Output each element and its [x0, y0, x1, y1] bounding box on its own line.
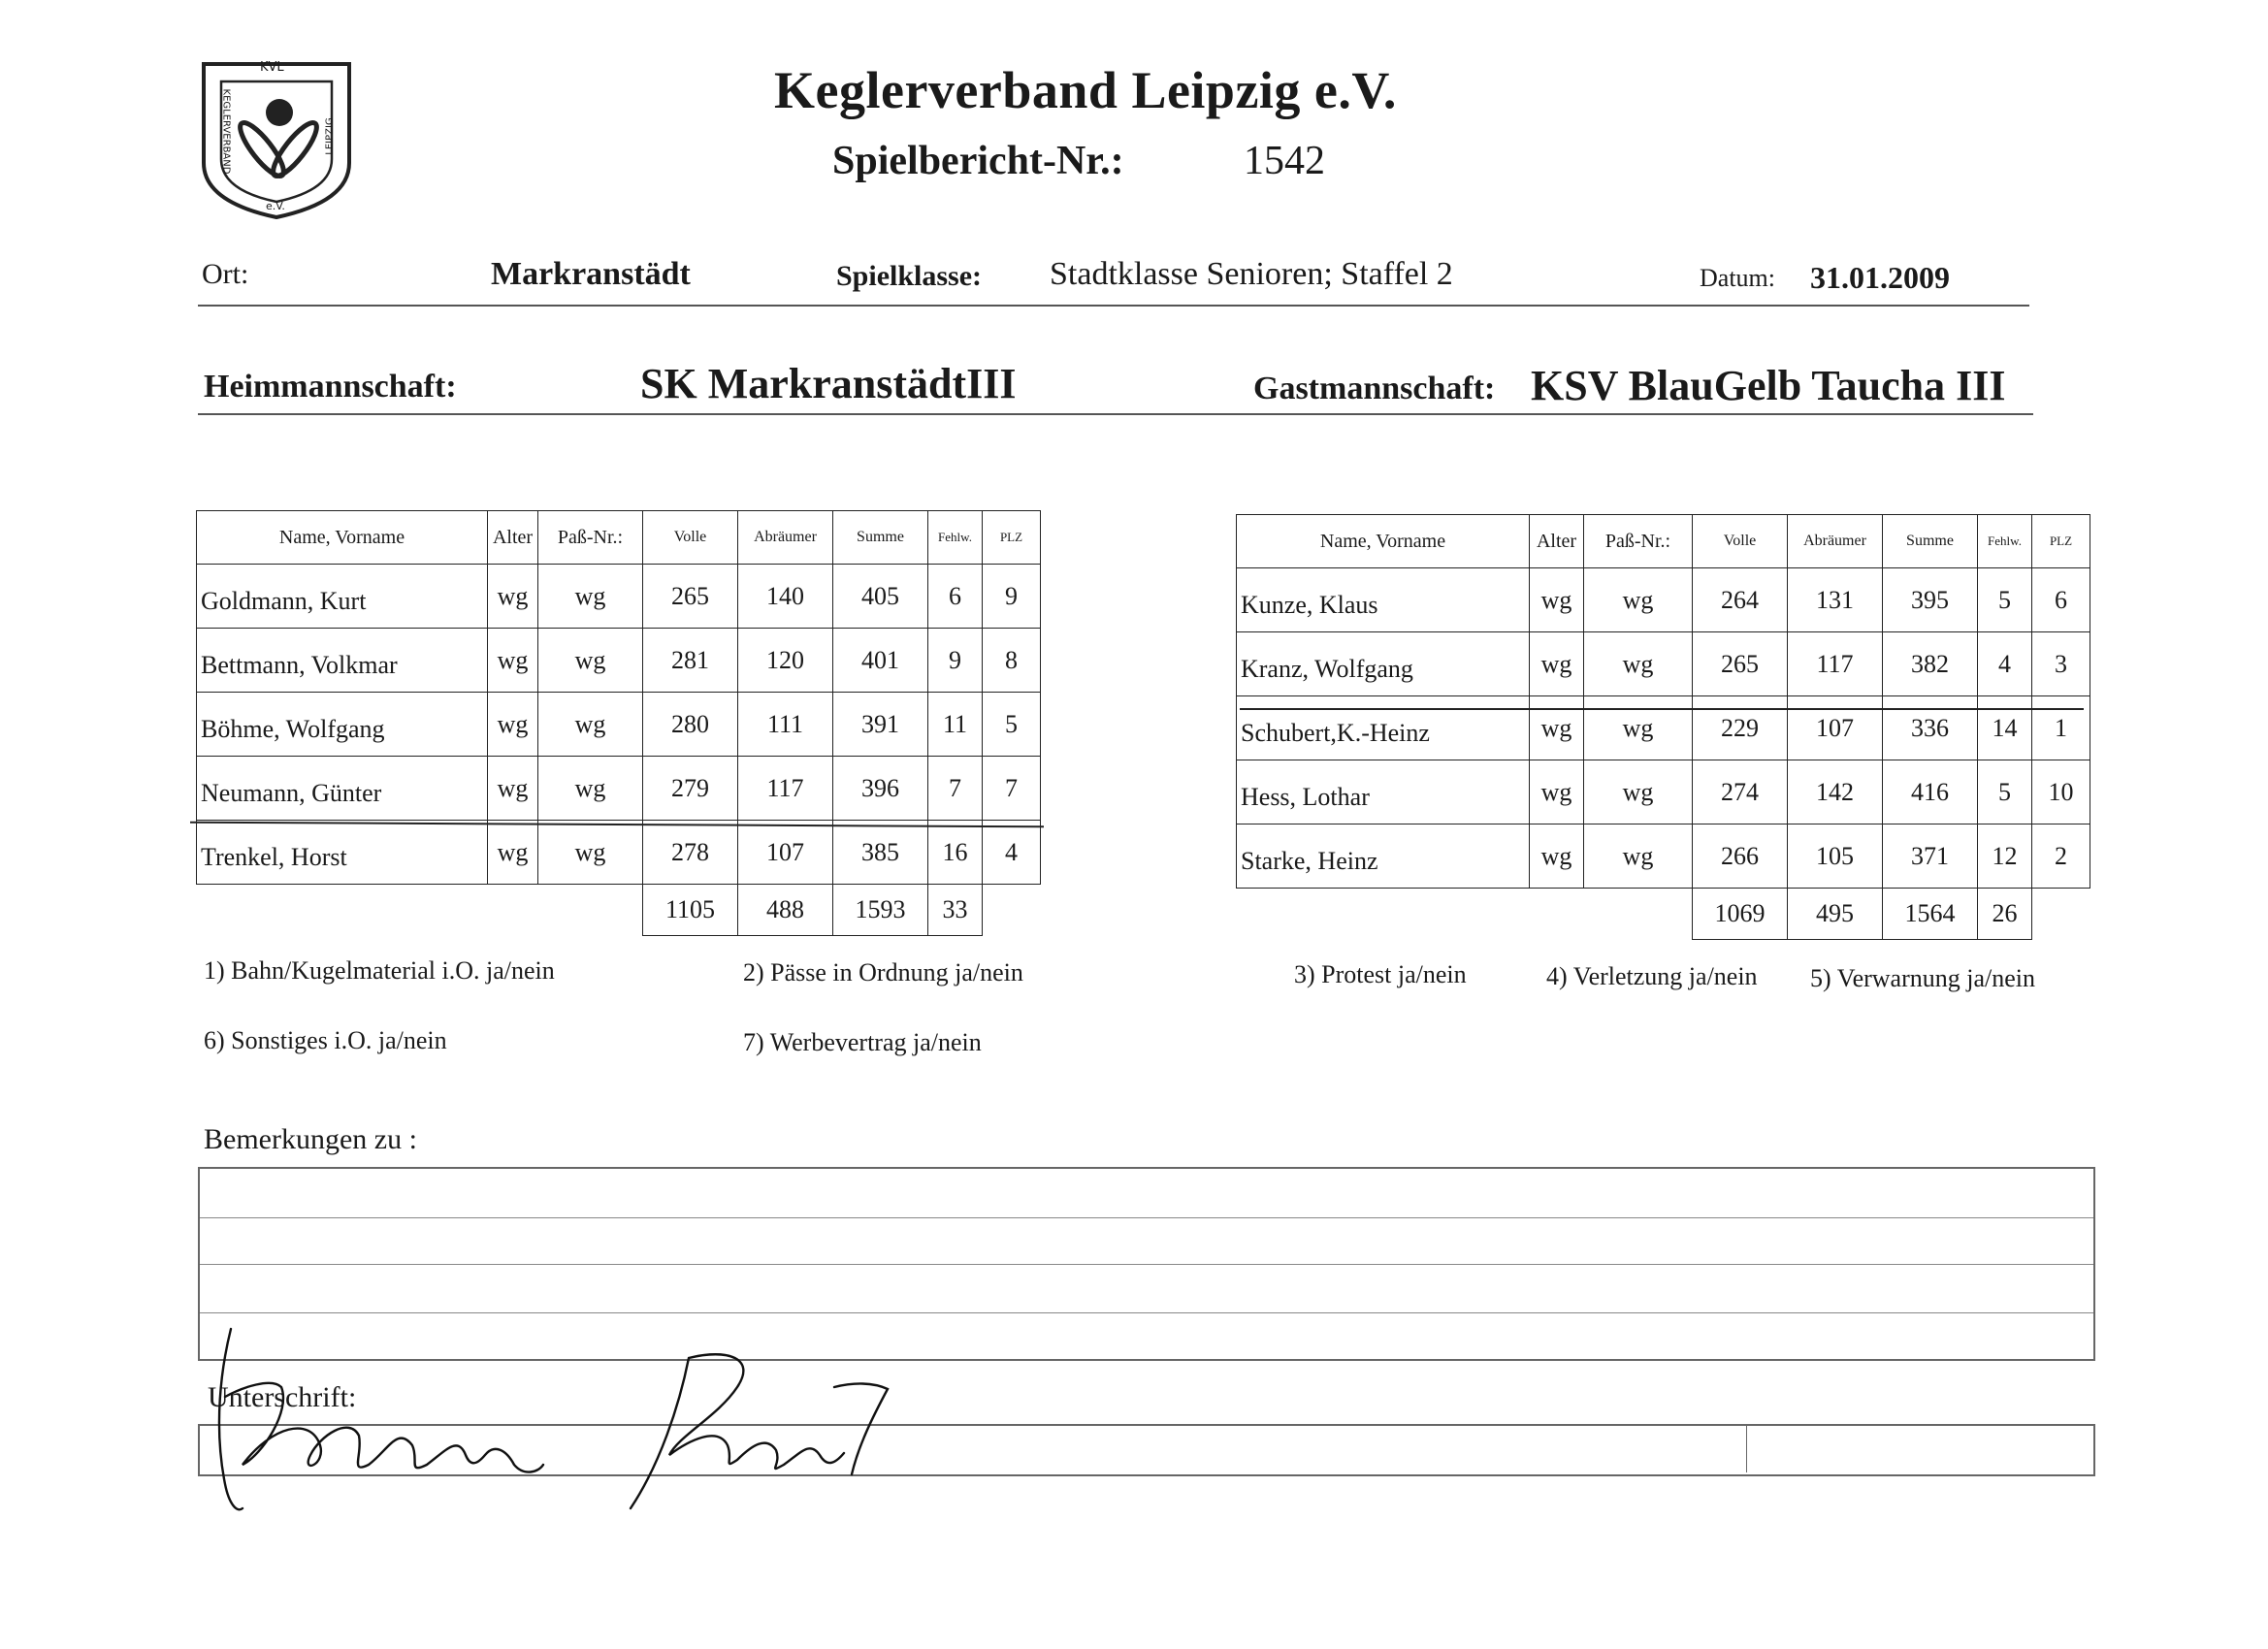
- datum-value: 31.01.2009: [1810, 260, 1950, 295]
- col-abraeumer-header: Abräumer: [738, 511, 833, 565]
- guest-strike-line: [1240, 708, 2084, 710]
- player-summe: 396: [833, 757, 928, 821]
- player-pass: wg: [538, 629, 643, 693]
- handwritten-signature-2: [611, 1329, 902, 1523]
- player-volle: 264: [1693, 568, 1788, 632]
- player-alter: wg: [1530, 760, 1584, 824]
- total-summe: 1593: [833, 885, 928, 936]
- player-fehlw: 6: [928, 565, 983, 629]
- document-title: Keglerverband Leipzig e.V.: [774, 61, 1397, 119]
- logo-text-left: KEGLERVERBAND: [220, 88, 232, 175]
- blank-cell: [983, 885, 1041, 936]
- blank-cell: [538, 885, 643, 936]
- player-alter: wg: [488, 565, 538, 629]
- col-fehlw-header: Fehlw.: [1978, 515, 2032, 568]
- col-summe-header: Summe: [833, 511, 928, 565]
- home-player-row: [197, 629, 1041, 693]
- check-item-1: 1) Bahn/Kugelmaterial i.O. ja/nein: [204, 956, 555, 985]
- home-team-label: Heimmannschaft:: [204, 369, 457, 404]
- col-alter-header: Alter: [1530, 515, 1584, 568]
- check-item-3: 3) Protest ja/nein: [1294, 960, 1467, 988]
- player-pass: wg: [1584, 632, 1693, 696]
- player-name: Schubert,K.-Heinz: [1237, 696, 1530, 760]
- player-abraeumer: 140: [738, 565, 833, 629]
- player-name: Kranz, Wolfgang: [1237, 632, 1530, 696]
- player-pass: wg: [1584, 760, 1693, 824]
- guest-totals-row: [1237, 889, 2090, 940]
- player-fehlw: 5: [1978, 568, 2032, 632]
- signature-divider: [1746, 1426, 1747, 1472]
- player-plz: 9: [983, 565, 1041, 629]
- check-item-4: 4) Verletzung ja/nein: [1546, 962, 1758, 990]
- col-name-header: Name, Vorname: [197, 511, 488, 565]
- player-plz: 7: [983, 757, 1041, 821]
- blank-cell: [1237, 889, 1530, 940]
- player-name: Neumann, Günter: [197, 757, 488, 821]
- handwritten-signature-1: [204, 1319, 553, 1523]
- col-plz-header: PLZ: [2032, 515, 2090, 568]
- player-abraeumer: 107: [1788, 696, 1883, 760]
- check-item-5: 5) Verwarnung ja/nein: [1810, 964, 2036, 992]
- blank-cell: [1584, 889, 1693, 940]
- remarks-line: [200, 1217, 2093, 1218]
- player-name: Goldmann, Kurt: [197, 565, 488, 629]
- player-volle: 266: [1693, 824, 1788, 889]
- check-item-7: 7) Werbevertrag ja/nein: [743, 1028, 982, 1056]
- home-player-row: [197, 693, 1041, 757]
- player-alter: wg: [488, 629, 538, 693]
- player-summe: 385: [833, 821, 928, 885]
- remarks-line: [200, 1312, 2093, 1313]
- player-plz: 10: [2032, 760, 2090, 824]
- total-abraeumer: 488: [738, 885, 833, 936]
- ort-value: Markranstädt: [491, 256, 691, 292]
- player-plz: 5: [983, 693, 1041, 757]
- player-fehlw: 4: [1978, 632, 2032, 696]
- player-summe: 371: [1883, 824, 1978, 889]
- player-name: Böhme, Wolfgang: [197, 693, 488, 757]
- total-abraeumer: 495: [1788, 889, 1883, 940]
- home-header-row: [197, 511, 1041, 565]
- player-volle: 278: [643, 821, 738, 885]
- total-fehlw: 26: [1978, 889, 2032, 940]
- remarks-label: Bemerkungen zu :: [204, 1123, 417, 1155]
- player-alter: wg: [1530, 824, 1584, 889]
- col-volle-header: Volle: [1693, 515, 1788, 568]
- player-fehlw: 16: [928, 821, 983, 885]
- col-alter-header: Alter: [488, 511, 538, 565]
- guest-header-row: [1237, 515, 2090, 568]
- player-alter: wg: [488, 821, 538, 885]
- teams-underline: [198, 413, 2033, 415]
- player-fehlw: 5: [1978, 760, 2032, 824]
- col-fehlw-header: Fehlw.: [928, 511, 983, 565]
- guest-team-label: Gastmannschaft:: [1253, 371, 1496, 406]
- home-team-value: SK MarkranstädtIII: [640, 360, 1017, 407]
- remarks-line: [200, 1264, 2093, 1265]
- logo-text-bottom: e.V.: [266, 200, 285, 212]
- guest-team-value: KSV BlauGelb Taucha III: [1531, 362, 2006, 409]
- player-volle: 265: [643, 565, 738, 629]
- meta-underline: [198, 305, 2029, 307]
- player-fehlw: 12: [1978, 824, 2032, 889]
- player-abraeumer: 142: [1788, 760, 1883, 824]
- player-volle: 265: [1693, 632, 1788, 696]
- player-fehlw: 7: [928, 757, 983, 821]
- player-plz: 4: [983, 821, 1041, 885]
- player-summe: 382: [1883, 632, 1978, 696]
- home-player-row: [197, 757, 1041, 821]
- player-summe: 405: [833, 565, 928, 629]
- col-volle-header: Volle: [643, 511, 738, 565]
- player-abraeumer: 105: [1788, 824, 1883, 889]
- player-summe: 391: [833, 693, 928, 757]
- guest-player-row-struck: [1237, 696, 2090, 760]
- total-volle: 1105: [643, 885, 738, 936]
- ort-label: Ort:: [202, 258, 249, 290]
- player-abraeumer: 107: [738, 821, 833, 885]
- logo-text-right: LEIPZIG: [324, 117, 336, 155]
- blank-cell: [1530, 889, 1584, 940]
- col-summe-header: Summe: [1883, 515, 1978, 568]
- player-pass: wg: [1584, 568, 1693, 632]
- col-name-header: Name, Vorname: [1237, 515, 1530, 568]
- guest-score-table: [1236, 514, 2090, 940]
- blank-cell: [2032, 889, 2090, 940]
- player-fehlw: 11: [928, 693, 983, 757]
- player-volle: 274: [1693, 760, 1788, 824]
- player-pass: wg: [538, 757, 643, 821]
- player-alter: wg: [488, 757, 538, 821]
- player-alter: wg: [1530, 696, 1584, 760]
- player-name: Hess, Lothar: [1237, 760, 1530, 824]
- total-summe: 1564: [1883, 889, 1978, 940]
- player-alter: wg: [1530, 632, 1584, 696]
- home-player-row: [197, 565, 1041, 629]
- player-volle: 280: [643, 693, 738, 757]
- player-alter: wg: [1530, 568, 1584, 632]
- guest-player-row: [1237, 760, 2090, 824]
- spielklasse-value: Stadtklasse Senioren; Staffel 2: [1050, 256, 1453, 292]
- report-number: 1542: [1244, 139, 1325, 183]
- player-plz: 3: [2032, 632, 2090, 696]
- check-item-6: 6) Sonstiges i.O. ja/nein: [204, 1026, 447, 1054]
- player-name: Kunze, Klaus: [1237, 568, 1530, 632]
- player-volle: 279: [643, 757, 738, 821]
- logo-text-top: KVL: [260, 60, 284, 75]
- blank-cell: [488, 885, 538, 936]
- player-summe: 336: [1883, 696, 1978, 760]
- player-summe: 401: [833, 629, 928, 693]
- player-fehlw: 14: [1978, 696, 2032, 760]
- home-player-row-struck: [197, 821, 1041, 885]
- player-summe: 395: [1883, 568, 1978, 632]
- player-volle: 229: [1693, 696, 1788, 760]
- col-pass-header: Paß-Nr.:: [1584, 515, 1693, 568]
- report-label: Spielbericht-Nr.:: [832, 139, 1124, 183]
- col-abraeumer-header: Abräumer: [1788, 515, 1883, 568]
- player-pass: wg: [538, 693, 643, 757]
- home-score-table: [196, 510, 1041, 936]
- player-alter: wg: [488, 693, 538, 757]
- total-fehlw: 33: [928, 885, 983, 936]
- player-pass: wg: [1584, 824, 1693, 889]
- player-plz: 2: [2032, 824, 2090, 889]
- datum-label: Datum:: [1700, 264, 1775, 292]
- guest-player-row: [1237, 568, 2090, 632]
- player-abraeumer: 117: [738, 757, 833, 821]
- player-pass: wg: [538, 821, 643, 885]
- player-name: Trenkel, Horst: [197, 821, 488, 885]
- player-summe: 416: [1883, 760, 1978, 824]
- blank-cell: [197, 885, 488, 936]
- player-name: Starke, Heinz: [1237, 824, 1530, 889]
- col-pass-header: Paß-Nr.:: [538, 511, 643, 565]
- guest-player-row: [1237, 824, 2090, 889]
- player-plz: 1: [2032, 696, 2090, 760]
- player-fehlw: 9: [928, 629, 983, 693]
- col-plz-header: PLZ: [983, 511, 1041, 565]
- total-volle: 1069: [1693, 889, 1788, 940]
- signature-label: Unterschrift:: [208, 1381, 357, 1413]
- player-volle: 281: [643, 629, 738, 693]
- spielklasse-label: Spielklasse:: [836, 260, 983, 292]
- player-plz: 6: [2032, 568, 2090, 632]
- player-pass: wg: [538, 565, 643, 629]
- guest-player-row: [1237, 632, 2090, 696]
- player-abraeumer: 120: [738, 629, 833, 693]
- player-name: Bettmann, Volkmar: [197, 629, 488, 693]
- home-totals-row: [197, 885, 1041, 936]
- player-abraeumer: 117: [1788, 632, 1883, 696]
- player-plz: 8: [983, 629, 1041, 693]
- player-abraeumer: 131: [1788, 568, 1883, 632]
- player-abraeumer: 111: [738, 693, 833, 757]
- check-item-2: 2) Pässe in Ordnung ja/nein: [743, 958, 1023, 986]
- player-pass: wg: [1584, 696, 1693, 760]
